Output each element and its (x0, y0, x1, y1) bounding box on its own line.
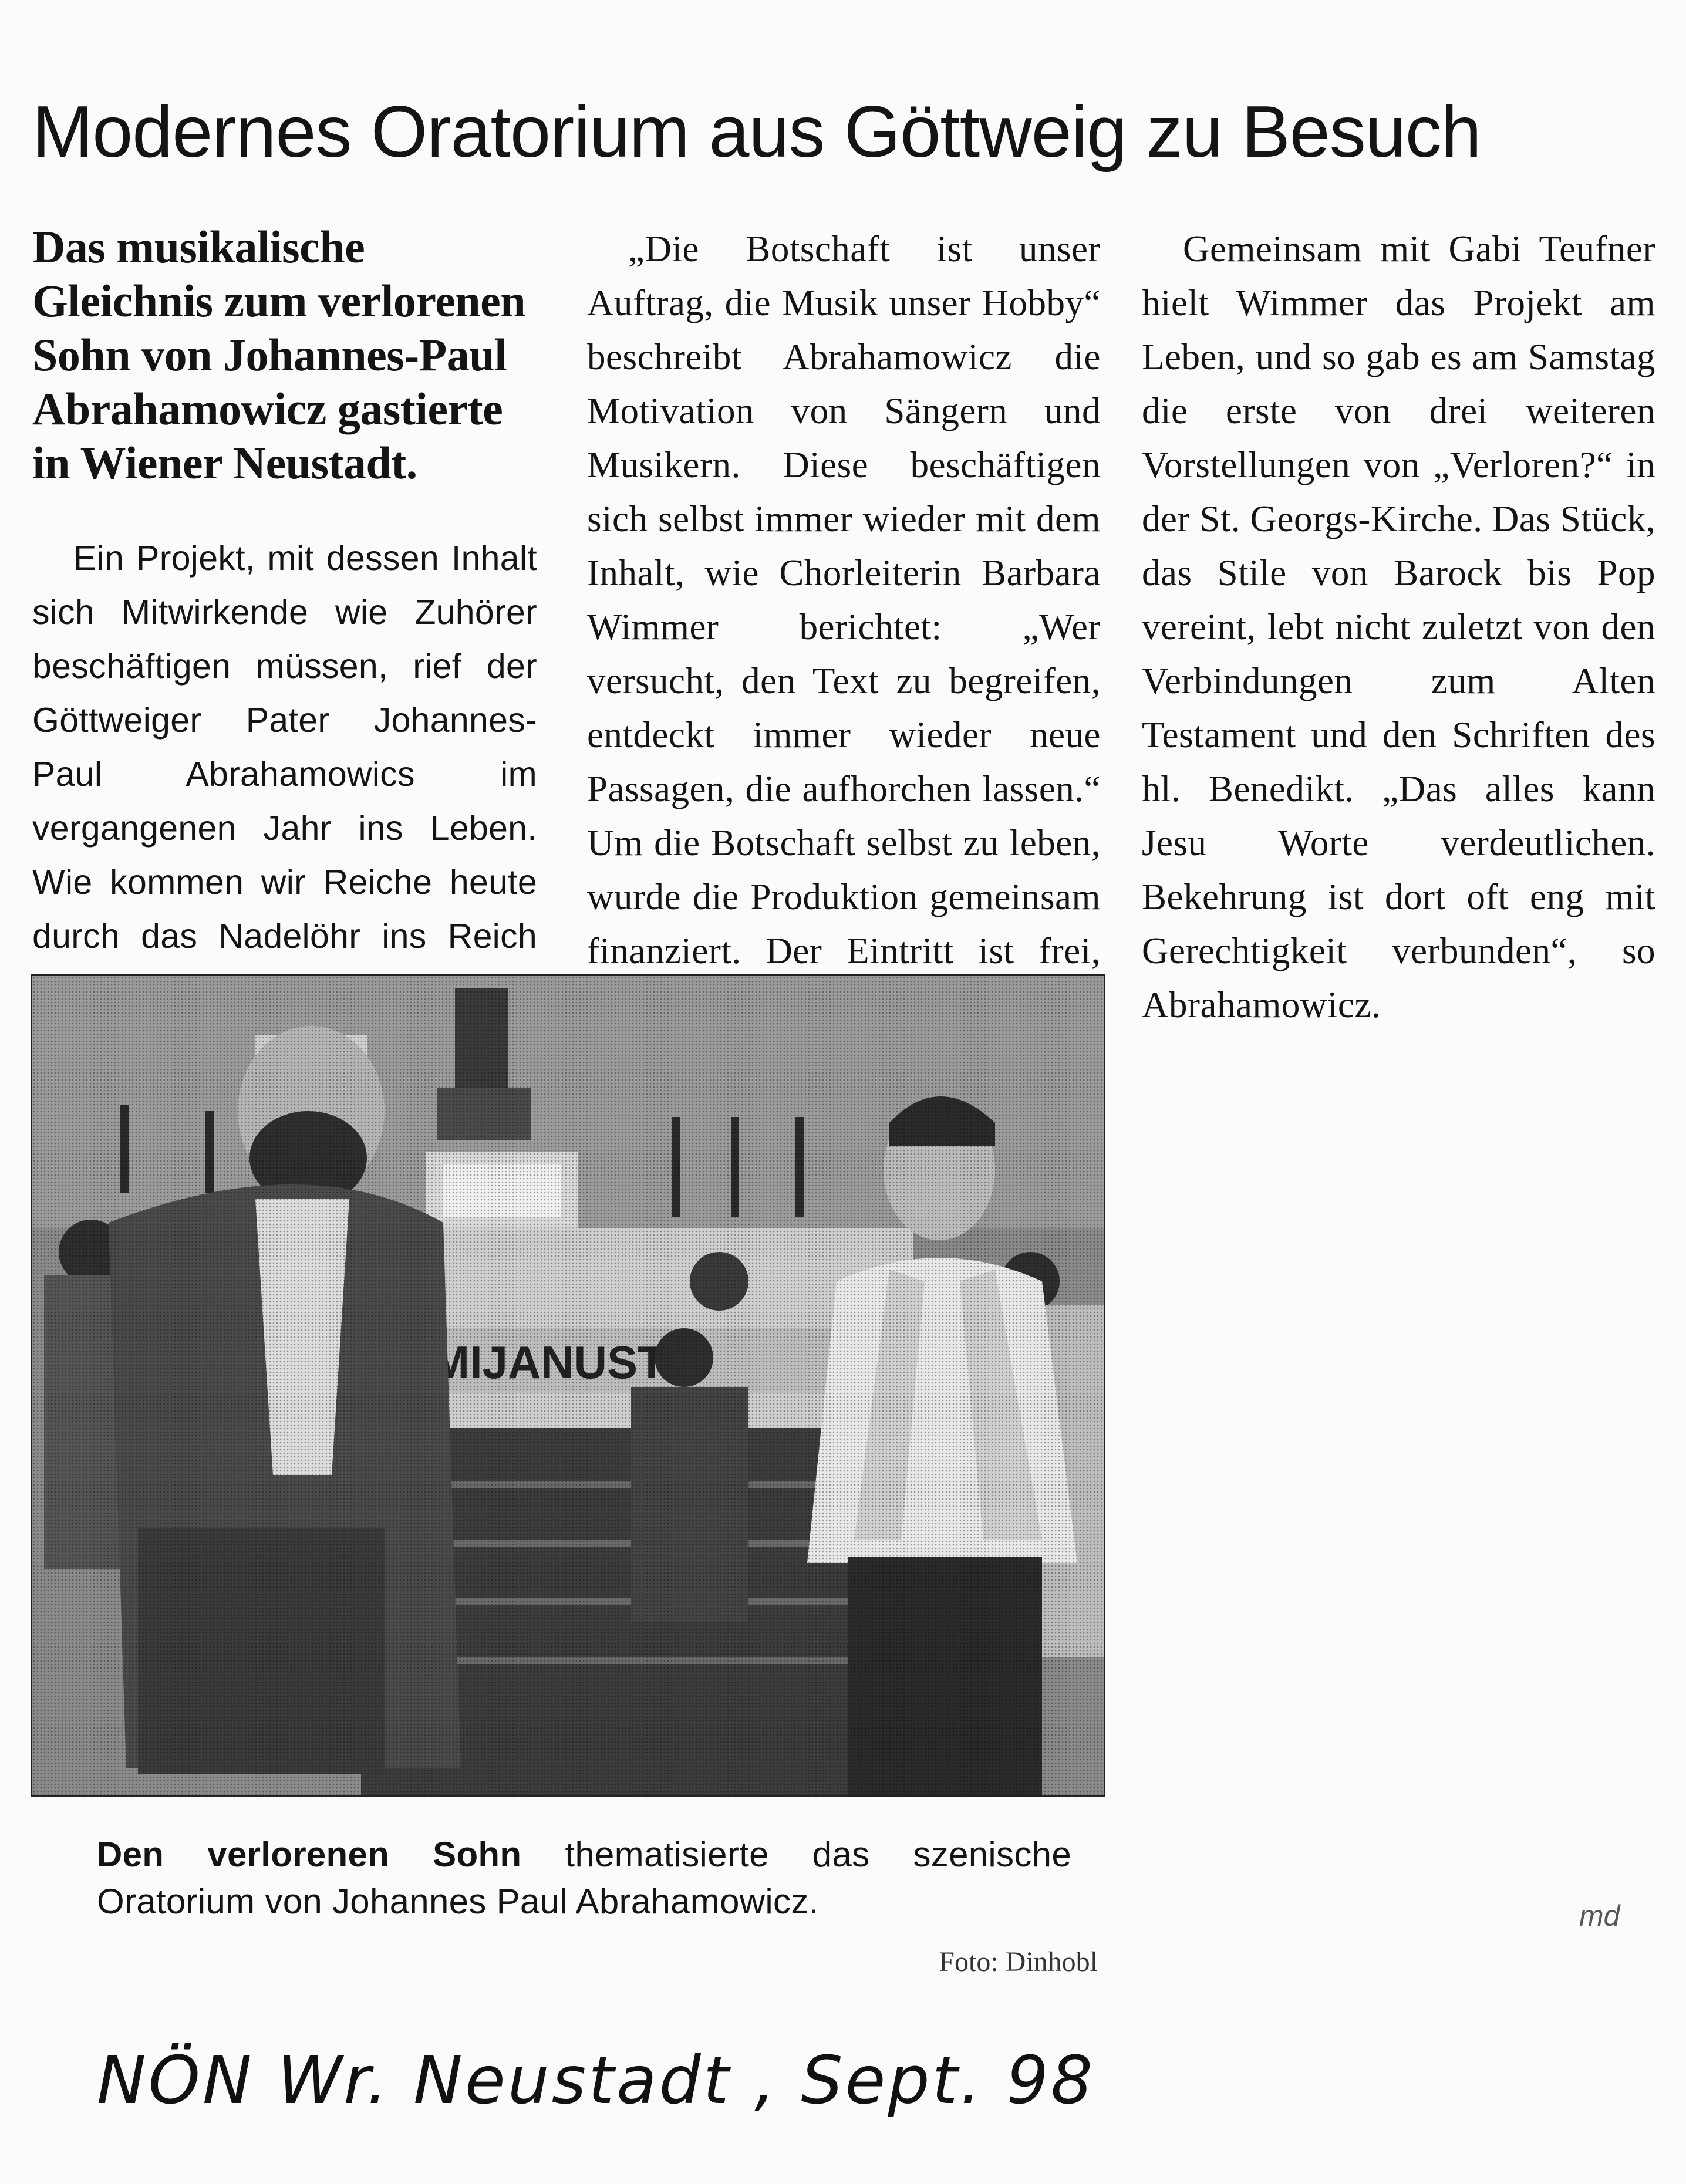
lead-paragraph: Das musikalische Gleichnis zum verlorenen Sohn von Johannes-Paul Abrahamowicz gastierte in Wiener Neustadt. (32, 221, 526, 488)
body-paragraph-1: Ein Projekt, mit dessen Inhalt sich Mitwirkende wie Zuhörer beschäftigen müssen, rief der Göttweiger Pater Johannes-Paul Abrahamowics im vergangenen Jahr ins Leben. Wie kommen wir Reiche heute durch das Nadelöhr ins Reich (32, 539, 537, 956)
headline: Modernes Oratorium aus Göttweig zu Besuch (32, 92, 1481, 173)
caption-text: thematisierte das szenische Oratorium von Johannes Paul Abrahamowicz. (97, 1835, 1071, 1921)
photo-caption (97, 1831, 1071, 1925)
column-1 (32, 220, 537, 1017)
photo-credit: Foto: Dinhobl (939, 1946, 1098, 1977)
caption-bold: Den verlorenen Sohn (97, 1835, 522, 1874)
body-paragraph-2: „Die Botschaft ist unser Auftrag, die Musik unser Hobby“ beschreibt Abrahamowicz die Motivation von Sängern und Musikern. Diese beschäftigen sich selbst immer wieder mit dem Inhalt, wie Chorleiterin Barbara Wimmer berichtet: „Wer versucht, den Text zu begreifen, entdeckt immer wieder neue Passagen, die aufhorchen lassen.“ Um die Botschaft selbst zu leben, wurde die Produktion gemeinsam finanziert. Der Eintritt ist frei, (587, 228, 1101, 971)
column-3 (1142, 222, 1655, 1032)
handwritten-source-note: NÖN Wr. Neustadt , Sept. 98 (97, 2043, 1095, 2119)
author-initials: md (1579, 1899, 1620, 1932)
body-paragraph-3: Gemeinsam mit Gabi Teufner hielt Wimmer das Projekt am Leben, und so gab es am Samstag die erste von drei weiteren Vorstellungen von „Verloren?“ in der St. Georgs-Kirche. Das Stück, das Stile von Barock bis Pop vereint, lebt nicht zuletzt von den Verbindungen zum Alten Testament und den Schriften des hl. Benedikt. „Das alles kann Jesu Worte verdeutlichen. Bekehrung ist dort oft eng mit Gerechtigkeit verbunden“, so Abrahamowicz. (1142, 228, 1655, 1025)
photo-illustration (32, 976, 1104, 1795)
news-photo (31, 974, 1105, 1797)
